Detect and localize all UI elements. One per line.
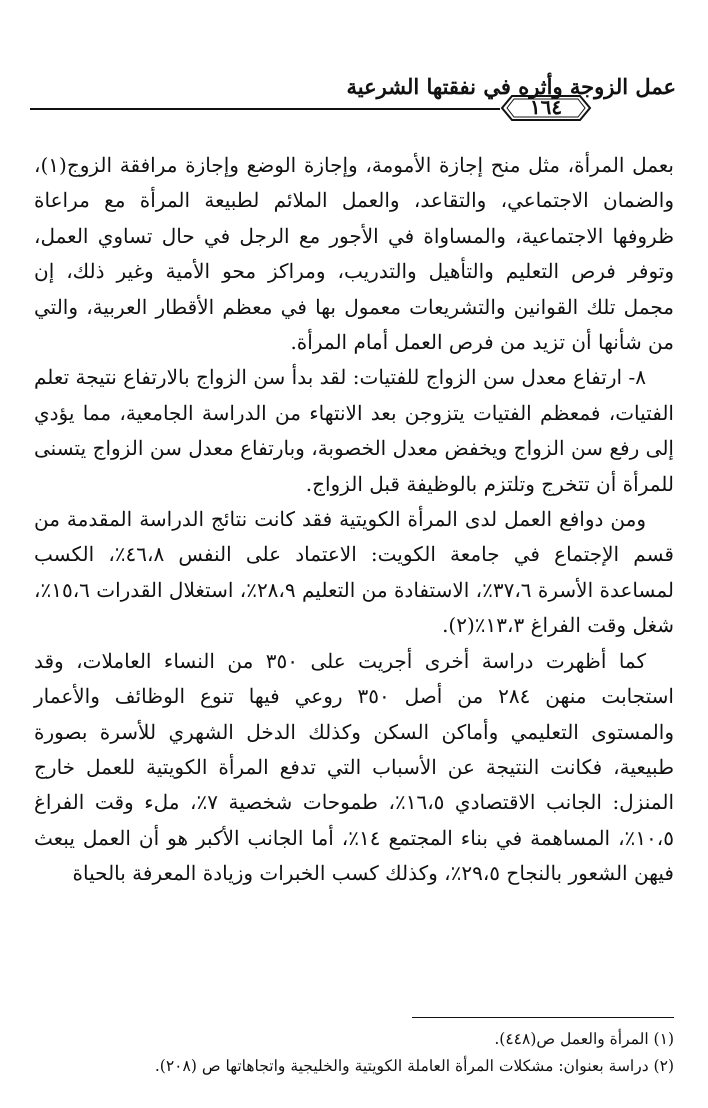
page-number: ١٦٤	[529, 95, 563, 119]
paragraph: كما أظهرت دراسة أخرى أجريت على ٣٥٠ من النساء العاملات، وقد استجابت منهن ٢٨٤ من أصل ٣٥٠ روعي فيها تنوع الوظائف والأعمار والمستوى التعليمي وأماكن السكن وكذلك الدخل الشهري للأسرة بصورة طبيعية، فكانت النتيجة عن الأسباب التي تدفع المرأة الكويتية للعمل خارج المنزل: الجانب الاقتصادي ١٦،٥٪، طموحات شخصية ٧٪، ملء وقت الفراغ ١٠،٥٪، المساهمة في بناء المجتمع ١٤٪، أما الجانب الأكبر هو أن العمل يبعث فيهن الشعور بالنجاح ٢٩،٥٪، وكذلك كسب الخبرات وزيادة المعرفة بالحياة	[34, 648, 674, 886]
page-number-badge	[500, 90, 592, 124]
page-header	[30, 74, 676, 119]
footnote: (٢) دراسة بعنوان: مشكلات المرأة العاملة الكويتية والخليجية واتجاهاتها ص (٢٠٨).	[154, 1057, 674, 1075]
footnote: (١) المرأة والعمل ص(٤٤٨).	[494, 1030, 674, 1048]
footnote-separator	[412, 1017, 674, 1018]
body-text	[34, 148, 674, 892]
footnotes	[34, 1026, 674, 1080]
paragraph: بعمل المرأة، مثل منح إجازة الأمومة، وإجازة الوضع وإجازة مرافقة الزوج(١)، والضمان الاجتماعي، والتقاعد، والعمل الملائم لطبيعة المرأة مع مراعاة ظروفها الاجتماعية، والمساواة في الأجور مع الرجل في حال تساوي العمل، وتوفر فرص التعليم والتأهيل والتدريب، ومراكز محو الأمية وغير ذلك، إن مجمل تلك القوانين والتشريعات معمول بها في معظم الأقطار العربية، والتي من شأنها أن تزيد من فرص العمل أمام المرأة.	[34, 153, 674, 355]
paragraph: ومن دوافع العمل لدى المرأة الكويتية فقد كانت نتائج الدراسة المقدمة من قسم الإجتماع في جامعة الكويت: الاعتماد على النفس ٤٦،٨٪، الكسب لمساعدة الأسرة ٣٧،٦٪، الاستفادة من التعليم ٢٨،٩٪، استغلال القدرات ١٥،٦٪، شغل وقت الفراغ ١٣،٣٪(٢).	[34, 507, 675, 638]
header-rule	[30, 108, 500, 110]
running-title: عمل الزوجة وأثره في نفقتها الشرعية	[346, 74, 676, 99]
paragraph: ٨- ارتفاع معدل سن الزواج للفتيات: لقد بدأ سن الزواج بالارتفاع نتيجة تعلم الفتيات، فمعظم الفتيات يتزوجن بعد الانتهاء من الدراسة الجامعية، مما يؤدي إلى رفع سن الزواج ويخفض معدل الخصوبة، وبارتفاع معدل سن الزواج يتسنى للمرأة أن تتخرج وتلتزم بالوظيفة قبل الزواج.	[34, 365, 674, 496]
